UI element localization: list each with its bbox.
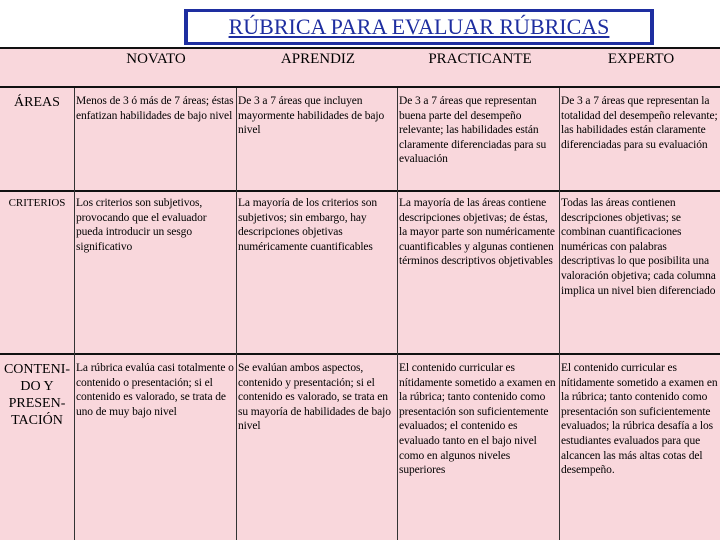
- cell-areas-practicante: De 3 a 7 áreas que representan buena parte del desempeño relevante; las habilidades están claramente diferenciadas para su evaluación: [399, 95, 547, 166]
- row-label-line: DO Y: [20, 379, 54, 394]
- column-divider-1: [74, 88, 75, 540]
- cell-areas-experto: De 3 a 7 áreas que representan la totalidad del desempeño relevante; las habilidades están claramente diferenciadas para su evaluación: [561, 95, 718, 151]
- row-label-criterios: CRITERIOS: [8, 197, 66, 209]
- row-divider-header: [0, 86, 720, 88]
- row-label-line: PRESEN-: [8, 396, 66, 411]
- cell-criterios-practicante: La mayoría de las áreas contiene descripciones objetivas; de éstas, la mayor parte son numéricamente cuantificables y algunas contienen términos descriptivos objetivables: [399, 197, 555, 268]
- row-divider-areas: [0, 190, 720, 192]
- cell-criterios-novato: Los criterios son subjetivos, provocando que el evaluador pueda introducir un sesgo significativo: [76, 197, 207, 253]
- column-header-aprendiz: APRENDIZ: [280, 51, 356, 67]
- cell-contenido-experto: El contenido curricular es nítidamente sometido a examen en la rúbrica; tanto contenido como presentación son suficientemente evaluados; la rúbrica desafía a los estudiantes evaluados para que alcancen las más altas cotas del desempeño.: [561, 362, 718, 477]
- row-label-line: CONTENI-: [3, 362, 71, 377]
- column-header-experto: EXPERTO: [607, 51, 675, 67]
- cell-contenido-novato: La rúbrica evalúa casi totalmente o contenido o presentación; si el contenido es valorado, se trata de uno de muy bajo nivel: [76, 362, 234, 418]
- row-label-line: TACIÓN: [11, 413, 63, 428]
- title-frame: [184, 9, 654, 45]
- cell-areas-novato: Menos de 3 ó más de 7 áreas; éstas enfatizan habilidades de bajo nivel: [76, 95, 234, 122]
- column-divider-4: [559, 88, 560, 540]
- row-divider-criterios: [0, 353, 720, 355]
- column-divider-2: [236, 88, 237, 540]
- cell-criterios-aprendiz: La mayoría de los criterios son subjetivos; sin embargo, hay descripciones objetivas numéricamente cuantificables: [238, 197, 378, 253]
- table-top-rule: [0, 47, 720, 49]
- column-header-novato: NOVATO: [126, 51, 186, 67]
- column-header-practicante: PRACTICANTE: [428, 51, 532, 67]
- column-divider-3: [397, 88, 398, 540]
- cell-areas-aprendiz: De 3 a 7 áreas que incluyen mayormente habilidades de bajo nivel: [238, 95, 385, 137]
- row-label-contenido-presentacion: [0, 361, 74, 429]
- row-label-areas: ÁREAS: [14, 95, 60, 110]
- page-title: RÚBRICA PARA EVALUAR RÚBRICAS: [188, 12, 650, 42]
- cell-contenido-practicante: El contenido curricular es nítidamente sometido a examen en la rúbrica; tanto contenido como presentación son suficientemente evaluados; el contenido es evaluado tanto en el bajo nivel como en algunos niveles superiores: [399, 362, 556, 477]
- cell-contenido-aprendiz: Se evalúan ambos aspectos, contenido y presentación; si el contenido es valorado, se trata en su mayoría de habilidades de bajo nivel: [238, 362, 391, 433]
- cell-criterios-experto: Todas las áreas contienen descripciones objetivas; se combinan cuantificaciones numéricas con palabras descriptivas lo que posibilita una valoración objetiva; cada columna implica un nivel bien diferenciado: [561, 197, 716, 297]
